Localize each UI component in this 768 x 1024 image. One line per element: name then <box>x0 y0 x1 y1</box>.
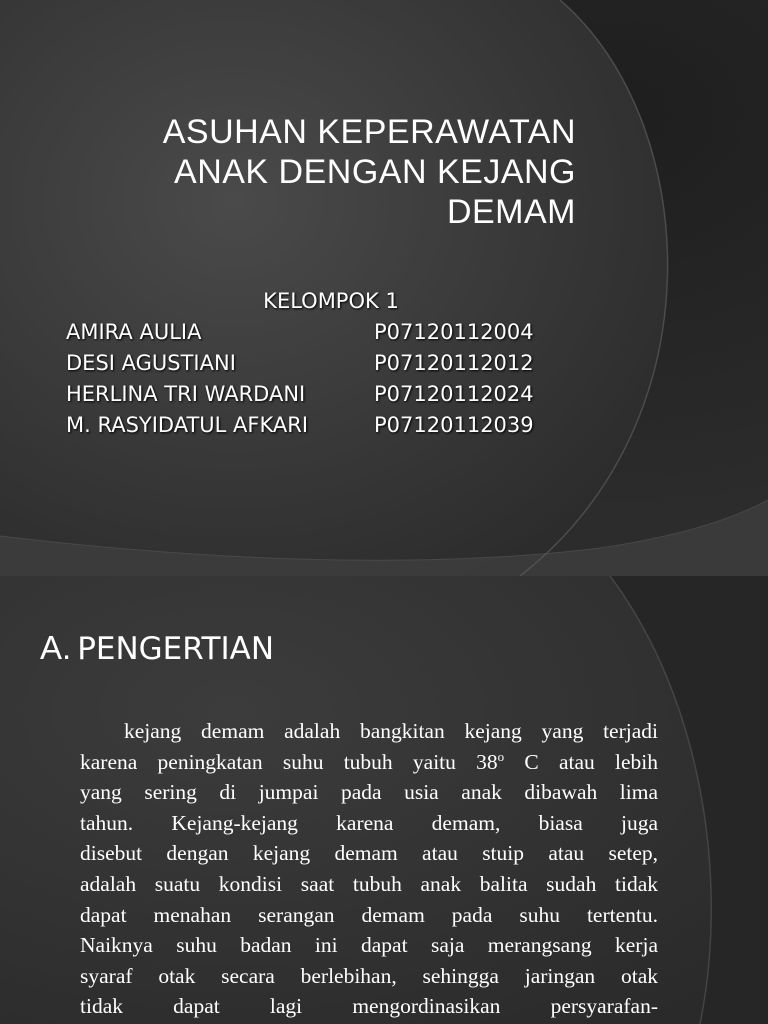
section-title: PENGERTIAN <box>77 631 275 667</box>
section-heading <box>40 626 274 671</box>
paragraph-line: adalah suatu kondisi saat tubuh anak balita sudah tidak <box>80 871 658 896</box>
paragraph-line: tahun. Kejang-kejang karena demam, biasa juga <box>80 810 658 835</box>
member-name: DESI AGUSTIANI <box>66 351 236 375</box>
member-row <box>66 317 556 348</box>
paragraph-line: dapat menahan serangan demam pada suhu tertentu. <box>80 902 658 927</box>
group-members-block <box>66 286 556 441</box>
member-name: M. RASYIDATUL AFKARI <box>66 413 309 437</box>
line-text: C atau lebih <box>504 749 658 774</box>
member-row <box>66 410 556 441</box>
paragraph-line: yang sering di jumpai pada usia anak dibawah lima <box>80 780 658 805</box>
member-nim: P07120112039 <box>374 413 534 437</box>
title-line: ASUHAN KEPERAWATAN <box>162 113 576 151</box>
member-row <box>66 348 556 379</box>
title-line: ANAK DENGAN KEJANG <box>174 153 576 191</box>
definition-paragraph <box>80 716 658 1022</box>
section-letter: A. <box>40 629 72 666</box>
member-nim: P07120112004 <box>374 320 534 344</box>
line-text: karena peningkatan suhu tubuh yaitu 38 <box>80 749 498 774</box>
member-name: AMIRA AULIA <box>66 320 202 344</box>
member-nim: P07120112012 <box>374 351 534 375</box>
paragraph-line: disebut dengan kejang demam atau stuip atau setep, <box>80 841 658 866</box>
degree-mark: o <box>497 748 505 764</box>
paragraph-line: tidak dapat lagi mengordinasikan persyarafan- <box>80 994 658 1019</box>
member-name: HERLINA TRI WARDANI <box>66 382 306 406</box>
member-nim: P07120112024 <box>374 382 534 406</box>
paragraph-line <box>80 747 658 778</box>
presentation-title <box>163 112 576 232</box>
title-line: DEMAM <box>446 193 576 231</box>
paragraph-line: Naiknya suhu badan ini dapat saja merangsang kerja <box>80 933 658 958</box>
group-heading: KELOMPOK 1 <box>263 289 399 313</box>
paragraph-line: kejang demam adalah bangkitan kejang yang terjadi <box>124 719 658 743</box>
paragraph-line: syaraf otak secara berlebihan, sehingga jaringan otak <box>80 963 658 988</box>
member-row <box>66 379 556 410</box>
